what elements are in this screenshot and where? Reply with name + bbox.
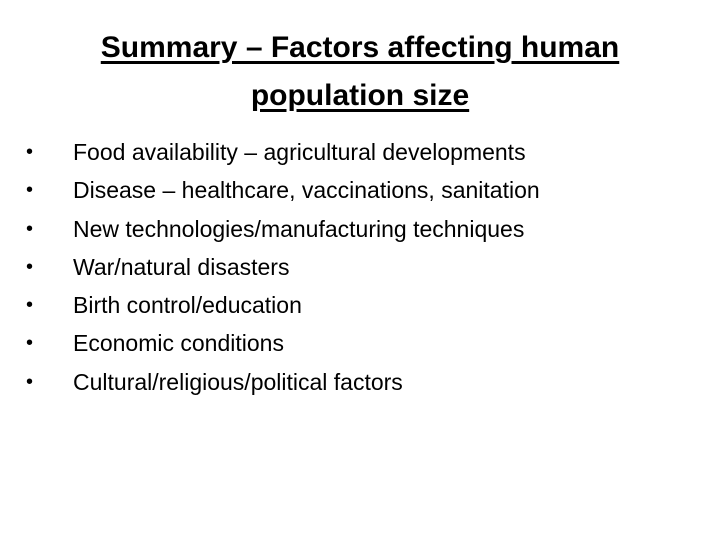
slide-title-line-2: population size — [250, 79, 470, 112]
bullet-text: War/natural disasters — [73, 253, 290, 280]
bullet-icon: • — [26, 294, 34, 317]
bullet-text: Food availability – agricultural developments — [73, 139, 526, 165]
bullet-item — [26, 171, 706, 209]
bullet-icon: • — [26, 255, 34, 278]
slide-title — [40, 24, 680, 120]
bullet-item — [26, 210, 706, 248]
bullet-text: Cultural/religious/political factors — [73, 368, 403, 395]
bullet-icon: • — [26, 217, 34, 240]
bullet-item — [26, 363, 706, 401]
bullet-icon: • — [26, 332, 34, 355]
bullet-text: Economic conditions — [73, 330, 284, 357]
slide-title-line-1: Summary – Factors affecting human — [100, 31, 620, 64]
bullet-item — [26, 133, 706, 171]
bullet-text: Birth control/education — [73, 292, 302, 319]
bullet-text: New technologies/manufacturing techniques — [73, 215, 525, 242]
bullet-item — [26, 286, 706, 324]
bullet-item — [26, 324, 706, 362]
bullet-list — [26, 133, 706, 401]
bullet-icon: • — [26, 370, 34, 393]
bullet-icon: • — [26, 179, 34, 202]
bullet-text: Disease – healthcare, vaccinations, sanitation — [73, 177, 540, 204]
bullet-icon: • — [26, 141, 34, 163]
bullet-item — [26, 248, 706, 286]
